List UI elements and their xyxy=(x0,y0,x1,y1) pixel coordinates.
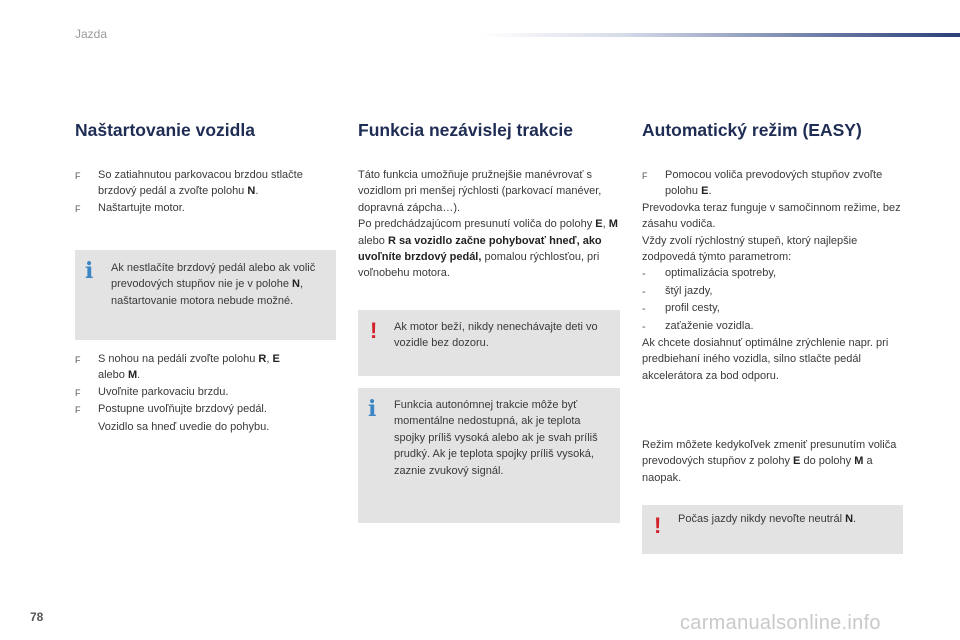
col1-title: Naštartovanie vozidla xyxy=(75,120,255,140)
col3-mode-change: Režim môžete kedykoľvek zmeniť presunutím voliča prevodových stupňov z polohy E do polohy M a naopak. xyxy=(642,439,897,484)
list-item: F S nohou na pedáli zvoľte polohu R, E alebo M. xyxy=(75,351,337,384)
info-box xyxy=(358,388,620,523)
paragraph: Prevodovka teraz funguje v samočinnom režime, bez zásahu vodiča. xyxy=(642,201,901,231)
info-box xyxy=(75,250,336,340)
bullet-marker: F xyxy=(75,171,81,181)
list-item: - štýl jazdy, xyxy=(642,284,713,298)
col3-body xyxy=(642,167,907,384)
info-icon: i xyxy=(85,258,94,284)
page-number: 78 xyxy=(30,610,44,624)
paragraph: Po predchádzajúcom presunutí voliča do polohy E, M alebo R sa vozidlo začne pohybovať hneď, ako uvoľníte brzdový pedál, pomalou rýchlosťou, pri voľnobehu motora. xyxy=(358,218,618,280)
paragraph: Táto funkcia umožňuje pružnejšie manévrovať s vozidlom pri menšej rýchlosti (parkovací manéver, dopravná zápcha…). xyxy=(358,169,602,214)
list-item: Vozidlo sa hneď uvedie do pohybu. xyxy=(98,420,270,433)
paragraph: Ak chcete dosiahnuť optimálne zrýchlenie napr. pri predbiehaní iného vozidla, silno stlačte pedál akcelerátora za bod odporu. xyxy=(642,337,889,382)
warning-text: Počas jazdy nikdy nevoľte neutrál N. xyxy=(678,513,857,525)
list-item: - profil cesty, xyxy=(642,302,720,316)
list-item: - zaťaženie vozidla. xyxy=(642,319,754,333)
warning-icon: ! xyxy=(370,318,378,343)
info-text: Ak nestlačíte brzdový pedál alebo ak volič prevodových stupňov nie je v polohe N, naštartovanie motora nebude možné. xyxy=(111,262,316,307)
warning-box xyxy=(642,505,903,554)
bullet-marker: F xyxy=(75,355,81,365)
info-icon: i xyxy=(368,396,377,422)
bullet-marker: F xyxy=(75,405,81,416)
info-text: Funkcia autonómnej trakcie môže byť momentálne nedostupná, ak je teplota spojky príliš vysoká alebo ak je svah príliš prudký. Ak je teplota spojky príliš vysoká, zaznie zvukový signál. xyxy=(394,399,598,477)
list-item: F Uvoľnite parkovaciu brzdu. xyxy=(75,384,337,401)
list-item: - optimalizácia spotreby, xyxy=(642,267,777,281)
paragraph: Vždy zvolí rýchlostný stupeň, ktorý najlepšie zodpovedá týmto parametrom: xyxy=(642,234,858,264)
warning-icon: ! xyxy=(654,513,662,538)
watermark: carmanualsonline.info xyxy=(680,612,881,634)
list-item: F Naštartujte motor. xyxy=(75,200,337,217)
col1-bullets-bottom xyxy=(75,351,337,435)
bullet-marker: F xyxy=(75,387,81,398)
warning-box xyxy=(358,310,620,376)
col1-bullets-top xyxy=(75,167,337,217)
bullet-marker: F xyxy=(75,203,81,214)
list-item: F So zatiahnutou parkovacou brzdou stlačte brzdový pedál a zvoľte polohu N. xyxy=(75,167,337,200)
section-label: Jazda xyxy=(75,27,108,41)
col2-body xyxy=(358,167,620,282)
bullet-marker: F xyxy=(642,171,648,181)
header-gradient-bar xyxy=(480,33,960,37)
list-item: F Pomocou voliča prevodových stupňov zvoľte polohu E. xyxy=(642,167,907,200)
warning-text: Ak motor beží, nikdy nenechávajte deti vo vozidle bez dozoru. xyxy=(394,321,598,350)
col2-title: Funkcia nezávislej trakcie xyxy=(358,120,573,140)
col3-title: Automatický režim (EASY) xyxy=(642,120,862,140)
list-item: F Postupne uvoľňujte brzdový pedál. xyxy=(75,401,337,418)
